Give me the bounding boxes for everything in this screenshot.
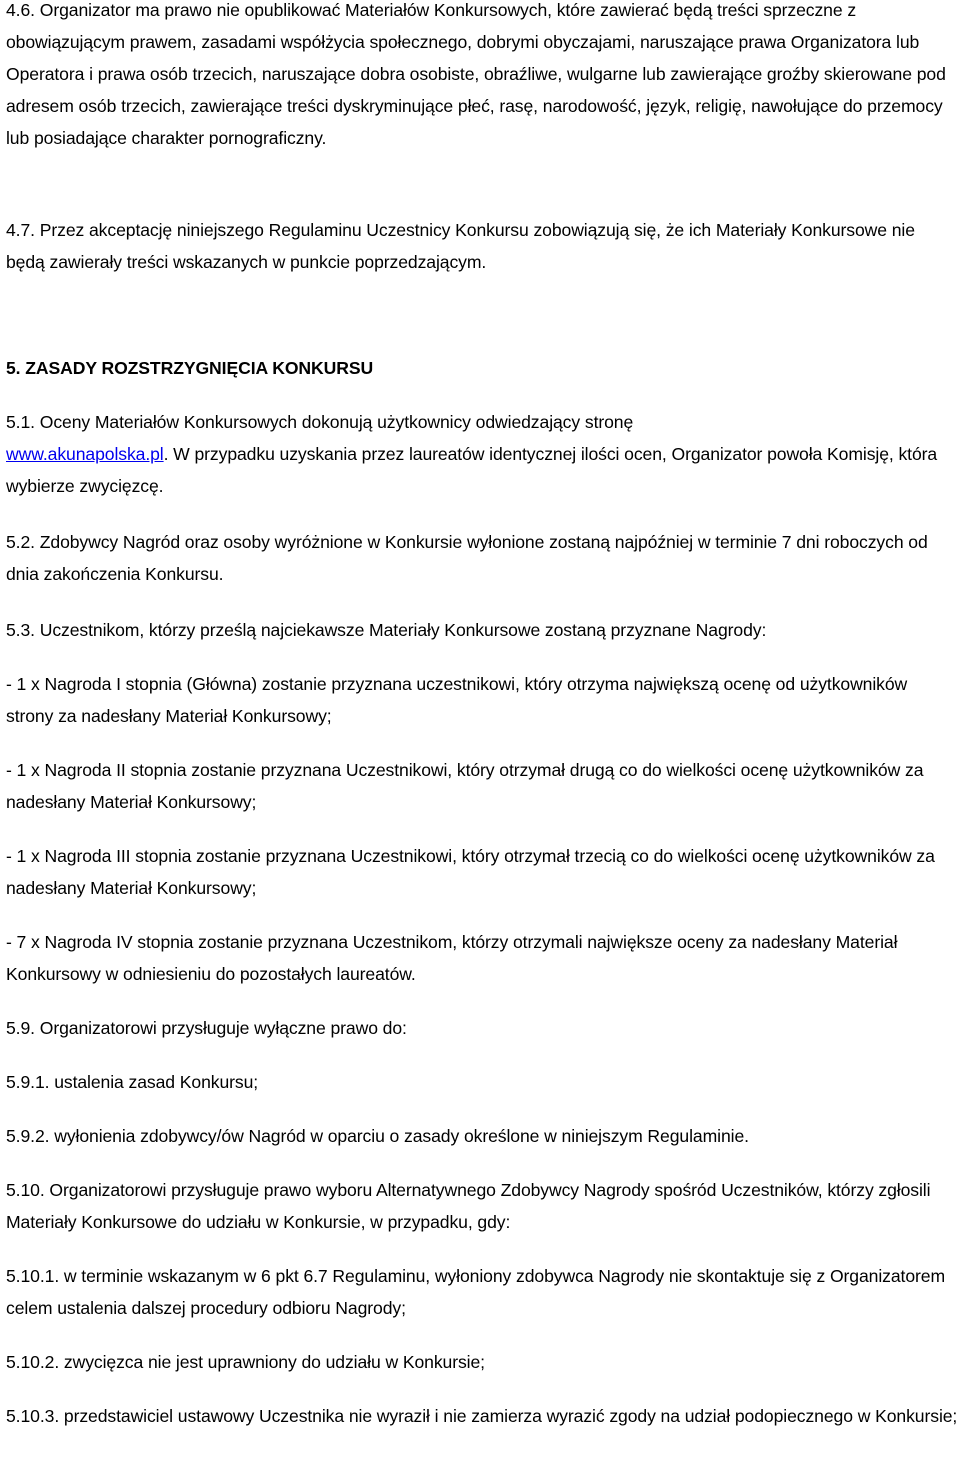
- section-heading-5: 5. ZASADY ROZSTRZYGNIĘCIA KONKURSU: [6, 358, 374, 378]
- paragraph-5-9-1: 5.9.1. ustalenia zasad Konkursu;: [6, 1072, 259, 1092]
- website-link[interactable]: www.akunapolska.pl: [6, 444, 164, 464]
- paragraph-5-2: 5.2. Zdobywcy Nagród oraz osoby wyróżnione w Konkursie wyłonione zostaną najpóźniej w terminie 7 dni roboczych od dnia zakończenia Konkursu.: [6, 532, 928, 584]
- paragraph-5-10-1: 5.10.1. w terminie wskazanym w 6 pkt 6.7 Regulaminu, wyłoniony zdobywca Nagrody nie skontaktuje się z Organizatorem celem ustalenia dalszej procedury odbioru Nagrody;: [6, 1266, 946, 1318]
- paragraph-5-10: 5.10. Organizatorowi przysługuje prawo wyboru Alternatywnego Zdobywcy Nagrody spośród Uczestników, którzy zgłosili Materiały Konkursowe do udziału w Konkursie, w przypadku, gdy:: [6, 1180, 931, 1232]
- paragraph-4-6: 4.6. Organizator ma prawo nie opublikować Materiałów Konkursowych, które zawierać będą treści sprzeczne z obowiązującym prawem, zasadami współżycia społecznego, dobrymi obyczajami, naruszające prawa Organizatora lub Operatora i prawa osób trzecich, naruszające dobra osobiste, obraźliwe, wulgarne lub zawierające groźby skierowane pod adresem osób trzecich, zawierające treści dyskryminujące płeć, rasę, narodowość, język, religię, nawołujące do przemocy lub posiadające charakter pornograficzny.: [6, 0, 946, 148]
- paragraph-5-10-2: 5.10.2. zwycięzca nie jest uprawniony do udziału w Konkursie;: [6, 1352, 485, 1372]
- paragraph-5-3: 5.3. Uczestnikom, którzy prześlą najciekawsze Materiały Konkursowe zostaną przyznane Nagrody:: [6, 620, 767, 640]
- paragraph-5-10-3: 5.10.3. przedstawiciel ustawowy Uczestnika nie wyraził i nie zamierza wyrazić zgody na udział podopiecznego w Konkursie;: [6, 1406, 958, 1426]
- prize-item-2: - 1 x Nagroda II stopnia zostanie przyznana Uczestnikowi, który otrzymał drugą co do wielkości ocenę użytkowników za nadesłany Materiał Konkursowy;: [6, 760, 924, 812]
- paragraph-5-9: 5.9. Organizatorowi przysługuje wyłączne prawo do:: [6, 1018, 407, 1038]
- paragraph-5-9-2: 5.9.2. wyłonienia zdobywcy/ów Nagród w oparciu o zasady określone w niniejszym Regulaminie.: [6, 1126, 749, 1146]
- prize-item-3: - 1 x Nagroda III stopnia zostanie przyznana Uczestnikowi, który otrzymał trzecią co do wielkości ocenę użytkowników za nadesłany Materiał Konkursowy;: [6, 846, 935, 898]
- paragraph-5-1: [6, 406, 958, 502]
- prize-item-1: - 1 x Nagroda I stopnia (Główna) zostanie przyznana uczestnikowi, który otrzyma największą ocenę od użytkowników strony za nadesłany Materiał Konkursowy;: [6, 674, 908, 726]
- paragraph-5-1-text-b: . W przypadku uzyskania przez laureatów identycznej ilości ocen, Organizator powoła Komisję, która wybierze zwycięzcę.: [6, 444, 938, 496]
- paragraph-5-1-text-a: 5.1. Oceny Materiałów Konkursowych dokonują użytkownicy odwiedzający stronę: [6, 412, 634, 432]
- paragraph-4-7: 4.7. Przez akceptację niniejszego Regulaminu Uczestnicy Konkursu zobowiązują się, że ich Materiały Konkursowe nie będą zawierały treści wskazanych w punkcie poprzedzającym.: [6, 220, 915, 272]
- prize-item-4: - 7 x Nagroda IV stopnia zostanie przyznana Uczestnikom, którzy otrzymali największe oceny za nadesłany Materiał Konkursowy w odniesieniu do pozostałych laureatów.: [6, 932, 898, 984]
